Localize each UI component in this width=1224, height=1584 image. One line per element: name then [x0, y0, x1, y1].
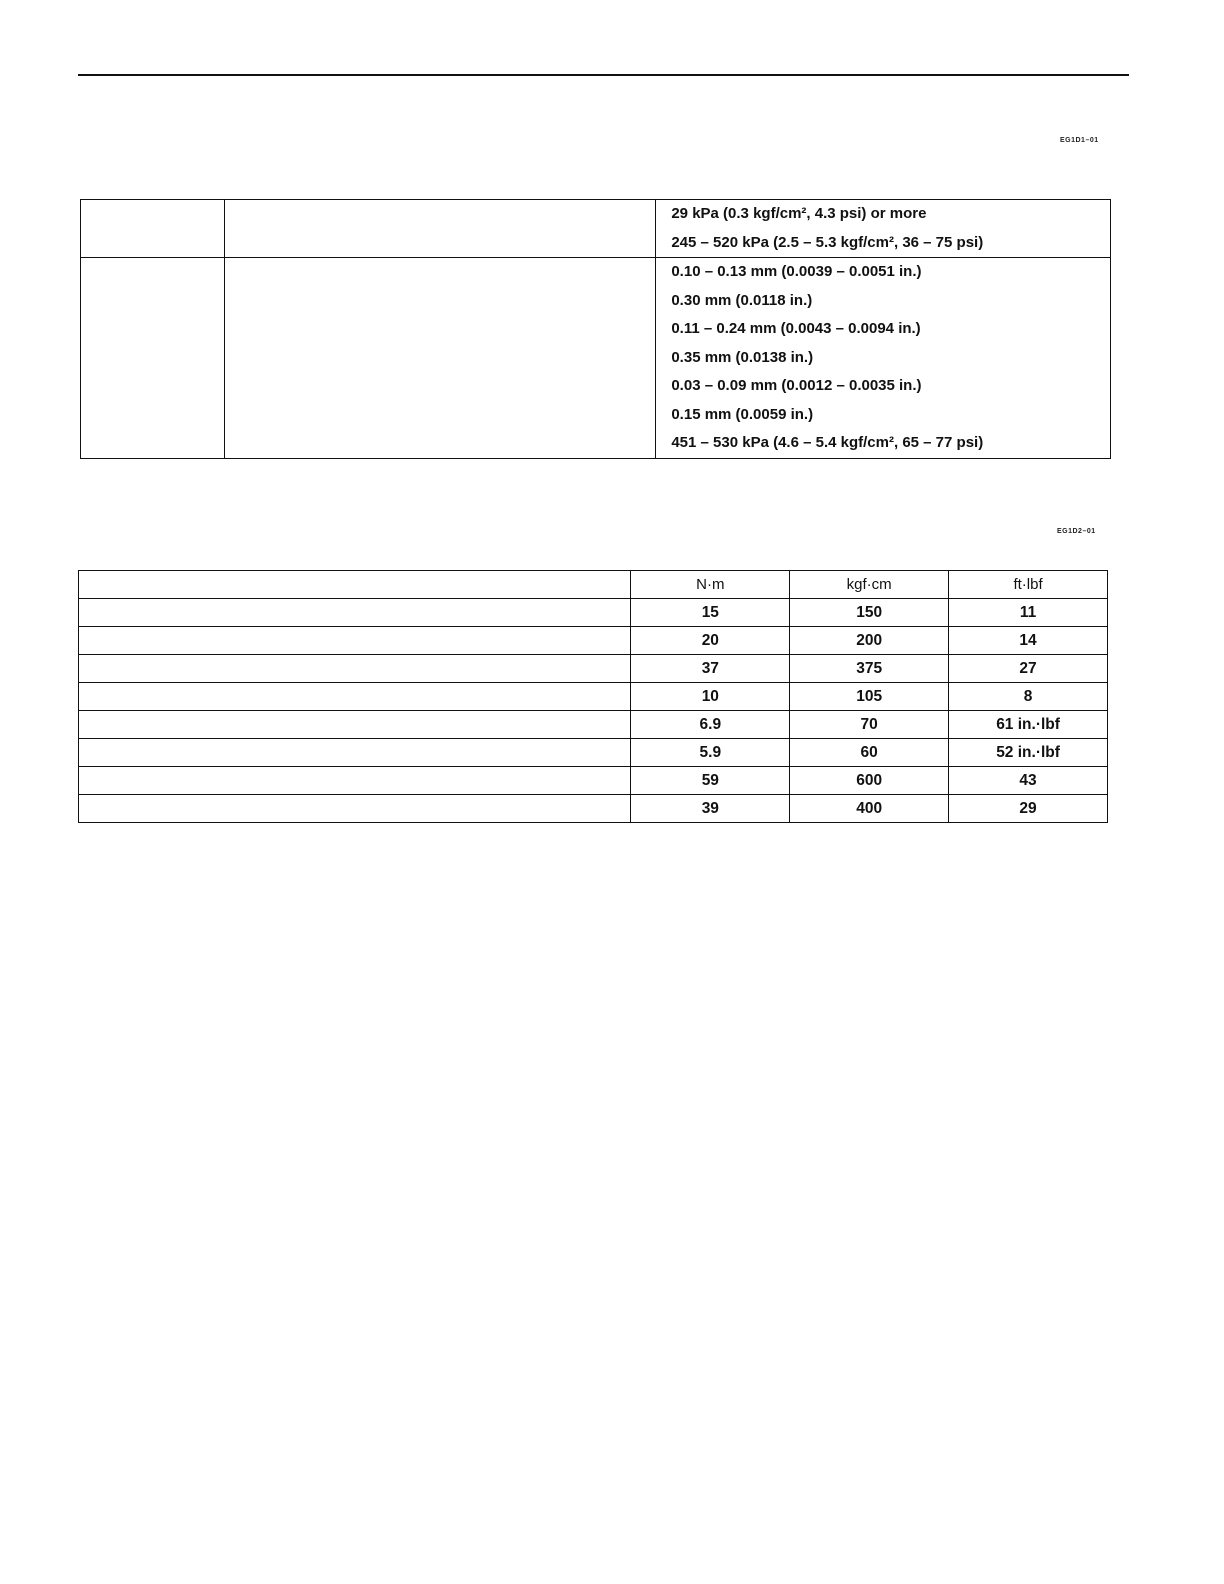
spec-item-cell [81, 258, 225, 459]
ftlbf-cell: 14 [949, 627, 1108, 655]
kgfcm-cell: 70 [790, 711, 949, 739]
table-row [79, 711, 1108, 739]
nm-cell: 20 [631, 627, 790, 655]
table-row [79, 655, 1108, 683]
spec-value: 245 – 520 kPa (2.5 – 5.3 kgf/cm², 36 – 75 psi) [671, 233, 984, 251]
nm-cell: 39 [631, 795, 790, 823]
part-cell [79, 767, 631, 795]
torque-section-code: EG1D2–01 [1057, 528, 1096, 535]
nm-cell: 6.9 [631, 711, 790, 739]
kgfcm-cell: 200 [790, 627, 949, 655]
header-rule [78, 74, 1129, 76]
table-row [79, 795, 1108, 823]
spec-value: 0.11 – 0.24 mm (0.0043 – 0.0094 in.) [671, 320, 921, 337]
spec-value: 0.15 mm (0.0059 in.) [671, 405, 814, 423]
table-row [79, 767, 1108, 795]
spec-value: 29 kPa (0.3 kgf/cm², 4.3 psi) or more [671, 205, 927, 222]
part-cell [79, 711, 631, 739]
part-cell [79, 683, 631, 711]
part-header-cell [79, 571, 631, 599]
spec-value-cell [656, 200, 1111, 258]
nm-cell: 15 [631, 599, 790, 627]
part-cell [79, 739, 631, 767]
spec-value: 0.10 – 0.13 mm (0.0039 – 0.0051 in.) [671, 263, 922, 280]
nm-cell: 5.9 [631, 739, 790, 767]
nm-header-cell: N·m [631, 571, 790, 599]
spec-item-cell [81, 200, 225, 258]
kgfcm-cell: 375 [790, 655, 949, 683]
part-cell [79, 655, 631, 683]
ftlbf-cell: 29 [949, 795, 1108, 823]
nm-cell: 37 [631, 655, 790, 683]
table-row [79, 599, 1108, 627]
part-cell [79, 599, 631, 627]
kgfcm-header-cell: kgf·cm [790, 571, 949, 599]
specification-table [80, 199, 1111, 459]
kgfcm-cell: 105 [790, 683, 949, 711]
spec-condition-cell [224, 200, 656, 258]
spec-condition-cell [224, 258, 656, 459]
kgfcm-cell: 600 [790, 767, 949, 795]
kgfcm-cell: 150 [790, 599, 949, 627]
ftlbf-cell: 8 [949, 683, 1108, 711]
table-row [79, 683, 1108, 711]
torque-header-row [79, 571, 1108, 599]
spec-group-2 [81, 258, 1111, 459]
table-row [79, 627, 1108, 655]
spec-value: 0.35 mm (0.0138 in.) [671, 348, 814, 366]
nm-cell: 59 [631, 767, 790, 795]
spec-group-1 [81, 200, 1111, 258]
ftlbf-cell: 43 [949, 767, 1108, 795]
part-cell [79, 627, 631, 655]
nm-cell: 10 [631, 683, 790, 711]
spec-section-code: EG1D1–01 [1060, 137, 1099, 144]
torque-table [78, 570, 1108, 823]
part-cell [79, 795, 631, 823]
spec-value: 0.30 mm (0.0118 in.) [671, 291, 813, 309]
kgfcm-cell: 60 [790, 739, 949, 767]
table-row [79, 739, 1108, 767]
spec-value-cell [656, 258, 1111, 459]
ftlbf-cell: 52 in.·lbf [949, 739, 1108, 767]
kgfcm-cell: 400 [790, 795, 949, 823]
ftlbf-cell: 27 [949, 655, 1108, 683]
spec-value: 0.03 – 0.09 mm (0.0012 – 0.0035 in.) [671, 377, 922, 394]
ftlbf-cell: 61 in.·lbf [949, 711, 1108, 739]
ftlbf-cell: 11 [949, 599, 1108, 627]
ftlbf-header-cell: ft·lbf [949, 571, 1108, 599]
spec-value: 451 – 530 kPa (4.6 – 5.4 kgf/cm², 65 – 77 psi) [671, 434, 984, 451]
